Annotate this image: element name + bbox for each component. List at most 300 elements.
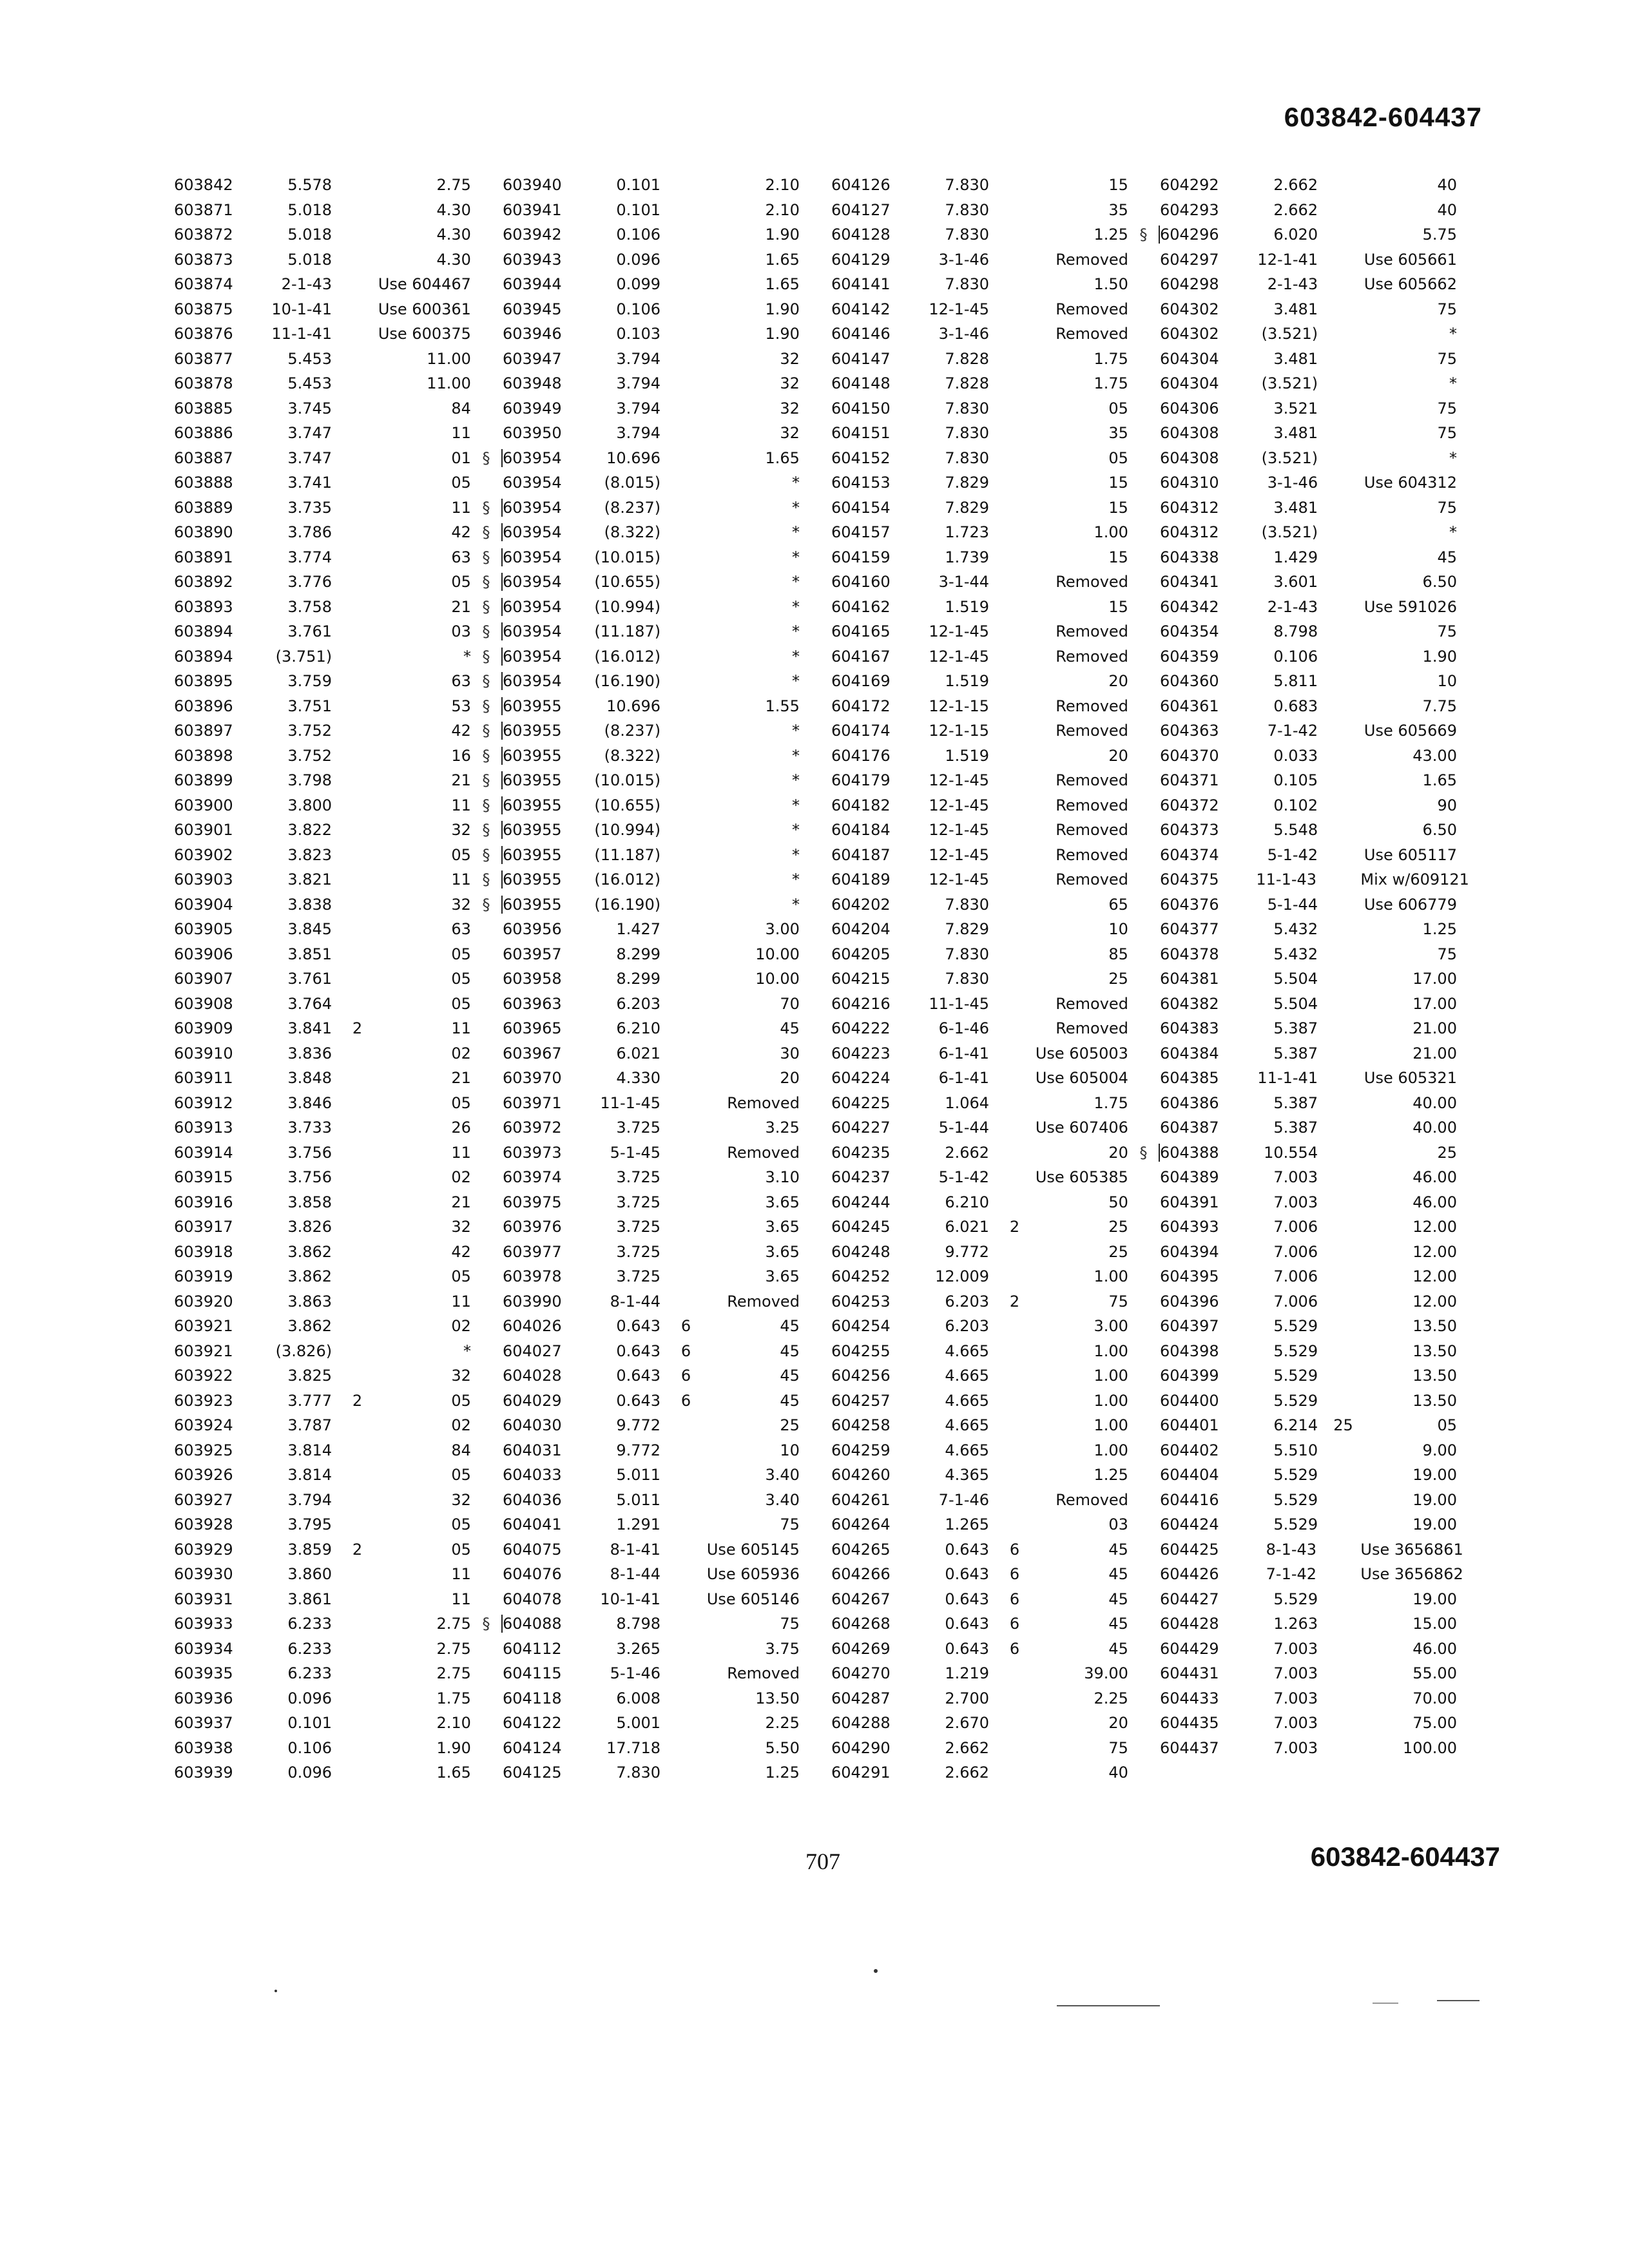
item-value: 7.003 xyxy=(1273,1193,1318,1211)
item-price: 45 xyxy=(1108,1639,1128,1658)
item-value: 3.859 xyxy=(287,1540,333,1559)
item-number: 603927 xyxy=(174,1490,233,1509)
item-price: 63 xyxy=(451,920,471,939)
item-number: 604151 xyxy=(831,424,891,443)
item-number: 604429 xyxy=(1160,1639,1219,1658)
list-row xyxy=(1160,371,1489,396)
item-price: * xyxy=(791,870,800,889)
item-value: 7.830 xyxy=(945,275,990,294)
item-value: 3.836 xyxy=(287,1044,333,1062)
item-number: 604266 xyxy=(831,1565,891,1584)
list-row xyxy=(1160,1190,1489,1215)
list-row xyxy=(831,1091,1160,1116)
scan-mark-line xyxy=(1437,2000,1480,2001)
list-row xyxy=(174,272,503,297)
item-price: * xyxy=(791,622,800,641)
item-value: 8-1-43 xyxy=(1266,1540,1317,1559)
item-number: 603946 xyxy=(503,325,562,343)
item-number: 603892 xyxy=(174,573,233,591)
item-number: 603970 xyxy=(503,1069,562,1088)
item-value: 5.387 xyxy=(1273,1119,1318,1137)
item-price: 12.00 xyxy=(1412,1267,1457,1286)
item-number: 604376 xyxy=(1160,895,1219,914)
item-value: 5.387 xyxy=(1273,1019,1318,1038)
list-row xyxy=(503,793,831,818)
item-value: 0.103 xyxy=(616,325,661,343)
list-row xyxy=(1160,1339,1489,1364)
item-value: (10.994) xyxy=(594,821,661,840)
item-value: 1.429 xyxy=(1273,548,1318,566)
item-number: 604426 xyxy=(1160,1565,1219,1584)
item-value: 5-1-46 xyxy=(610,1664,661,1683)
list-row xyxy=(1160,198,1489,223)
item-number: 604308 xyxy=(1160,448,1219,467)
item-number: 604125 xyxy=(503,1763,562,1782)
item-price: Removed xyxy=(1055,722,1128,740)
item-value: 3.823 xyxy=(287,845,333,864)
item-price: 70.00 xyxy=(1412,1689,1457,1707)
list-row xyxy=(1160,1562,1489,1587)
item-value: 3.798 xyxy=(287,771,333,790)
item-value: (16.012) xyxy=(594,870,661,889)
item-number: 603933 xyxy=(174,1615,233,1633)
list-row xyxy=(831,1736,1160,1761)
item-value: 3.752 xyxy=(287,746,333,765)
item-price: Removed xyxy=(1055,1490,1128,1509)
item-number: 603918 xyxy=(174,1242,233,1261)
item-price: 19.00 xyxy=(1412,1466,1457,1485)
item-value: 8-1-44 xyxy=(610,1292,661,1311)
item-price: 1.25 xyxy=(765,1763,800,1782)
item-value: 7.003 xyxy=(1273,1714,1318,1733)
list-row xyxy=(503,1314,831,1339)
item-value: 3.838 xyxy=(287,895,333,914)
item-value: 3.795 xyxy=(287,1515,333,1534)
item-number: 604400 xyxy=(1160,1391,1219,1410)
item-price: Use 604467 xyxy=(378,275,471,294)
item-number: 604437 xyxy=(1160,1738,1219,1757)
list-row xyxy=(831,1661,1160,1686)
item-number: 604296 xyxy=(1160,226,1219,244)
item-number: 604255 xyxy=(831,1341,891,1360)
list-row xyxy=(1160,1512,1489,1537)
item-number: 603976 xyxy=(503,1218,562,1236)
item-price: 1.90 xyxy=(765,300,800,318)
item-number: 604182 xyxy=(831,796,891,814)
list-row xyxy=(503,1091,831,1116)
item-number: 603922 xyxy=(174,1367,233,1385)
item-price: 63 xyxy=(451,548,471,566)
list-row xyxy=(503,892,831,918)
item-number: 604308 xyxy=(1160,424,1219,443)
item-price: * xyxy=(791,895,800,914)
item-price: Use 3656861 xyxy=(1360,1540,1463,1559)
item-number: 604396 xyxy=(1160,1292,1219,1311)
item-value: 11-1-41 xyxy=(271,325,333,343)
item-value: 9.772 xyxy=(616,1416,661,1435)
list-row xyxy=(174,1264,503,1289)
item-number: 603915 xyxy=(174,1168,233,1187)
list-row xyxy=(831,942,1160,967)
item-value: 4.365 xyxy=(945,1466,990,1485)
item-number: 604302 xyxy=(1160,300,1219,318)
item-number: 604363 xyxy=(1160,722,1219,740)
list-row xyxy=(1160,347,1489,372)
item-mark: § xyxy=(1128,226,1160,244)
item-number: 604088 xyxy=(503,1615,562,1633)
item-number: 603886 xyxy=(174,424,233,443)
item-number: 603911 xyxy=(174,1069,233,1088)
item-price: 20 xyxy=(1108,672,1128,691)
item-price: 32 xyxy=(780,349,800,368)
item-number: 604215 xyxy=(831,970,891,988)
item-price: 05 xyxy=(451,945,471,963)
list-row xyxy=(1160,470,1489,495)
item-value: 5-1-42 xyxy=(1267,845,1318,864)
item-number: 603948 xyxy=(503,374,562,393)
item-value: 10.554 xyxy=(1264,1143,1318,1162)
item-price: 11 xyxy=(451,424,471,443)
item-price: 32 xyxy=(451,1218,471,1236)
item-value: 3.845 xyxy=(287,920,333,939)
list-row xyxy=(1160,1264,1489,1289)
list-row xyxy=(174,1587,503,1612)
list-row xyxy=(1160,1314,1489,1339)
item-value: 5.018 xyxy=(287,250,333,269)
item-number: 604393 xyxy=(1160,1218,1219,1236)
item-number: 603935 xyxy=(174,1664,233,1683)
item-number: 603899 xyxy=(174,771,233,790)
item-number: 603973 xyxy=(503,1143,562,1162)
item-price: 20 xyxy=(780,1069,800,1088)
item-price: 13.50 xyxy=(1412,1317,1457,1336)
list-row xyxy=(503,1289,831,1314)
item-price: Use 605117 xyxy=(1364,845,1457,864)
list-row xyxy=(831,173,1160,198)
item-value: 0.643 xyxy=(945,1565,990,1584)
item-number: 603955 xyxy=(503,746,562,765)
item-number: 604399 xyxy=(1160,1367,1219,1385)
item-price: Use 600375 xyxy=(378,325,471,343)
list-row xyxy=(503,347,831,372)
item-value: 3.764 xyxy=(287,994,333,1013)
item-price: 21.00 xyxy=(1412,1019,1457,1038)
item-value: 6-1-41 xyxy=(938,1069,990,1088)
item-number: 604383 xyxy=(1160,1019,1219,1038)
item-price: 40.00 xyxy=(1412,1093,1457,1112)
item-number: 604359 xyxy=(1160,647,1219,666)
item-price: 11 xyxy=(451,1292,471,1311)
item-note: 6 xyxy=(680,1341,691,1360)
list-row xyxy=(174,1140,503,1166)
item-value: 3.747 xyxy=(287,448,333,467)
item-price: Use 604312 xyxy=(1364,474,1457,492)
item-price: 11 xyxy=(451,1565,471,1584)
item-value: 3.725 xyxy=(616,1267,661,1286)
item-price: Use 3656862 xyxy=(1360,1565,1463,1584)
list-row xyxy=(503,1339,831,1364)
item-price: Use 605321 xyxy=(1364,1069,1457,1088)
item-number: 604205 xyxy=(831,945,891,963)
item-value: 0.106 xyxy=(287,1738,333,1757)
item-price: 17.00 xyxy=(1412,994,1457,1013)
item-price: * xyxy=(1449,374,1457,393)
item-value: 3.814 xyxy=(287,1466,333,1485)
list-row xyxy=(1160,942,1489,967)
list-row xyxy=(174,173,503,198)
list-row xyxy=(1160,1165,1489,1190)
item-price: 05 xyxy=(1108,399,1128,418)
item-price: 1.00 xyxy=(1094,1416,1128,1435)
item-value: 4.665 xyxy=(945,1367,990,1385)
item-number: 603889 xyxy=(174,498,233,517)
item-value: 3.725 xyxy=(616,1218,661,1236)
item-price: 2.75 xyxy=(436,1615,471,1633)
item-value: 9.772 xyxy=(945,1242,990,1261)
list-row xyxy=(503,867,831,892)
item-number: 603943 xyxy=(503,250,562,269)
item-price: 11.00 xyxy=(427,374,471,393)
item-mark: § xyxy=(471,523,503,541)
item-price: Removed xyxy=(727,1093,800,1112)
list-row xyxy=(1160,1488,1489,1513)
item-number: 604174 xyxy=(831,722,891,740)
item-price: * xyxy=(791,647,800,666)
list-row xyxy=(174,843,503,868)
item-number: 604304 xyxy=(1160,374,1219,393)
item-price: 100.00 xyxy=(1403,1738,1457,1757)
item-value: 3.774 xyxy=(287,548,333,566)
item-price: * xyxy=(1449,448,1457,467)
item-value: 2-1-43 xyxy=(1267,597,1318,616)
item-number: 604385 xyxy=(1160,1069,1219,1088)
item-number: 604078 xyxy=(503,1590,562,1608)
item-value: 10-1-41 xyxy=(600,1590,661,1608)
item-mark: § xyxy=(471,648,503,666)
item-value: (10.655) xyxy=(594,796,661,814)
item-value: 1.291 xyxy=(616,1515,661,1534)
item-number: 604036 xyxy=(503,1490,562,1509)
item-price: 1.25 xyxy=(1094,1466,1128,1485)
item-number: 604269 xyxy=(831,1639,891,1658)
item-price: 21 xyxy=(451,597,471,616)
item-value: 3-1-46 xyxy=(938,250,990,269)
item-price: 70 xyxy=(780,994,800,1013)
item-number: 603896 xyxy=(174,697,233,715)
list-row xyxy=(174,1686,503,1711)
item-price: Use 600361 xyxy=(378,300,471,318)
item-price: * xyxy=(791,523,800,542)
item-price: 05 xyxy=(451,970,471,988)
list-row xyxy=(174,347,503,372)
item-note: 6 xyxy=(680,1367,691,1385)
item-number: 604223 xyxy=(831,1044,891,1062)
item-value: 4.330 xyxy=(616,1069,661,1088)
list-row xyxy=(1160,1537,1489,1562)
item-price: 75 xyxy=(1108,1292,1128,1311)
item-number: 603874 xyxy=(174,275,233,294)
item-value: 0.643 xyxy=(616,1317,661,1336)
item-price: 03 xyxy=(1108,1515,1128,1534)
item-number: 604373 xyxy=(1160,821,1219,840)
item-price: Use 605145 xyxy=(706,1540,800,1559)
item-value: 3.841 xyxy=(287,1019,333,1038)
item-value: 3.481 xyxy=(1273,498,1318,517)
item-number: 603907 xyxy=(174,970,233,988)
item-value: (16.190) xyxy=(594,672,661,691)
item-value: 0.096 xyxy=(616,250,661,269)
item-value: 8.798 xyxy=(1273,622,1318,641)
item-value: (8.237) xyxy=(604,722,661,740)
list-row xyxy=(1160,892,1489,918)
item-number: 604416 xyxy=(1160,1490,1219,1509)
item-price: 75.00 xyxy=(1412,1714,1457,1733)
list-row xyxy=(831,619,1160,644)
item-mark: § xyxy=(471,722,503,740)
item-number: 603955 xyxy=(503,697,562,715)
item-number: 603902 xyxy=(174,845,233,864)
list-row xyxy=(174,1413,503,1438)
item-price: 3.00 xyxy=(765,920,800,939)
item-price: 42 xyxy=(451,523,471,542)
item-value: 5.529 xyxy=(1273,1341,1318,1360)
list-row xyxy=(831,272,1160,297)
list-row xyxy=(1160,173,1489,198)
item-number: 604293 xyxy=(1160,200,1219,219)
item-price: 13.50 xyxy=(755,1689,800,1707)
item-value: 7-1-42 xyxy=(1267,722,1318,740)
item-value: 3.794 xyxy=(616,399,661,418)
list-row xyxy=(174,917,503,942)
list-row xyxy=(1160,619,1489,644)
item-number: 604402 xyxy=(1160,1441,1219,1459)
item-number: 604157 xyxy=(831,523,891,542)
item-price: Removed xyxy=(727,1143,800,1162)
item-number: 604187 xyxy=(831,845,891,864)
item-value: 7.829 xyxy=(945,920,990,939)
list-row xyxy=(1160,1611,1489,1637)
list-row xyxy=(1160,1140,1489,1166)
item-price: Use 605385 xyxy=(1035,1168,1128,1187)
item-price: 03 xyxy=(451,622,471,641)
item-price: 2.25 xyxy=(1094,1689,1128,1707)
item-value: 3.863 xyxy=(287,1292,333,1311)
item-price: 75 xyxy=(1437,945,1457,963)
item-price: 11 xyxy=(451,1143,471,1162)
list-row xyxy=(1160,1661,1489,1686)
item-number: 604384 xyxy=(1160,1044,1219,1062)
item-number: 604148 xyxy=(831,374,891,393)
item-price: 13.50 xyxy=(1412,1341,1457,1360)
list-row xyxy=(831,322,1160,347)
list-row xyxy=(503,917,831,942)
item-value: 0.101 xyxy=(287,1714,333,1733)
item-price: 4.30 xyxy=(436,250,471,269)
item-number: 603890 xyxy=(174,523,233,542)
item-price: Use 605669 xyxy=(1364,722,1457,740)
item-value: 3.725 xyxy=(616,1193,661,1211)
list-row xyxy=(174,1512,503,1537)
item-value: 3.776 xyxy=(287,573,333,591)
item-price: 32 xyxy=(451,895,471,914)
item-value: 5.529 xyxy=(1273,1515,1318,1534)
item-price: 1.25 xyxy=(1422,920,1457,939)
item-number: 603977 xyxy=(503,1242,562,1261)
item-price: 15 xyxy=(1108,498,1128,517)
list-row xyxy=(174,1066,503,1091)
item-value: 3.851 xyxy=(287,945,333,963)
item-number: 603842 xyxy=(174,176,233,195)
item-number: 604388 xyxy=(1160,1143,1219,1162)
item-value: (3.521) xyxy=(1261,374,1318,393)
item-value: 2.662 xyxy=(945,1738,990,1757)
item-value: 6.021 xyxy=(945,1218,990,1236)
list-row xyxy=(831,892,1160,918)
item-number: 603954 xyxy=(503,573,562,591)
item-value: 3.861 xyxy=(287,1590,333,1608)
item-value: 7.829 xyxy=(945,498,990,517)
item-price: 05 xyxy=(1437,1416,1457,1435)
item-value: 6.008 xyxy=(616,1689,661,1707)
item-number: 604127 xyxy=(831,200,891,219)
list-row xyxy=(174,1711,503,1736)
item-price: 3.10 xyxy=(765,1168,800,1187)
item-price: Use 605936 xyxy=(706,1565,800,1584)
list-row xyxy=(1160,1041,1489,1066)
item-number: 604222 xyxy=(831,1019,891,1038)
list-row xyxy=(174,297,503,322)
item-price: 75 xyxy=(1437,399,1457,418)
list-row xyxy=(503,495,831,521)
item-number: 604287 xyxy=(831,1689,891,1707)
item-price: Removed xyxy=(1055,796,1128,814)
item-value: (11.187) xyxy=(594,622,661,641)
item-price: Removed xyxy=(1055,994,1128,1013)
list-row xyxy=(503,669,831,694)
item-price: 46.00 xyxy=(1412,1639,1457,1658)
list-row xyxy=(831,1264,1160,1289)
item-price: 45 xyxy=(1108,1540,1128,1559)
list-row xyxy=(1160,1240,1489,1265)
item-price: Removed xyxy=(1055,300,1128,318)
item-price: 02 xyxy=(451,1044,471,1062)
list-row xyxy=(174,1041,503,1066)
item-value: 5.529 xyxy=(1273,1466,1318,1485)
item-value: 0.096 xyxy=(287,1689,333,1707)
item-value: 3-1-46 xyxy=(938,325,990,343)
item-price: 1.00 xyxy=(1094,1367,1128,1385)
item-number: 603955 xyxy=(503,796,562,814)
list-row xyxy=(1160,1438,1489,1463)
item-value: 5.453 xyxy=(287,374,333,393)
item-number: 603897 xyxy=(174,722,233,740)
item-value: 7.830 xyxy=(945,895,990,914)
item-price: 11.00 xyxy=(427,349,471,368)
list-row xyxy=(503,1140,831,1166)
item-value: 5-1-44 xyxy=(1267,895,1318,914)
item-price: 32 xyxy=(780,399,800,418)
item-note: 2 xyxy=(352,1019,363,1038)
list-row xyxy=(503,272,831,297)
list-row xyxy=(174,1091,503,1116)
item-price: 6.50 xyxy=(1422,821,1457,840)
item-value: (10.994) xyxy=(594,597,661,616)
item-number: 604076 xyxy=(503,1565,562,1584)
item-value: 4.665 xyxy=(945,1416,990,1435)
item-price: 32 xyxy=(780,424,800,443)
item-value: 3.725 xyxy=(616,1168,661,1187)
item-price: 1.75 xyxy=(1094,349,1128,368)
